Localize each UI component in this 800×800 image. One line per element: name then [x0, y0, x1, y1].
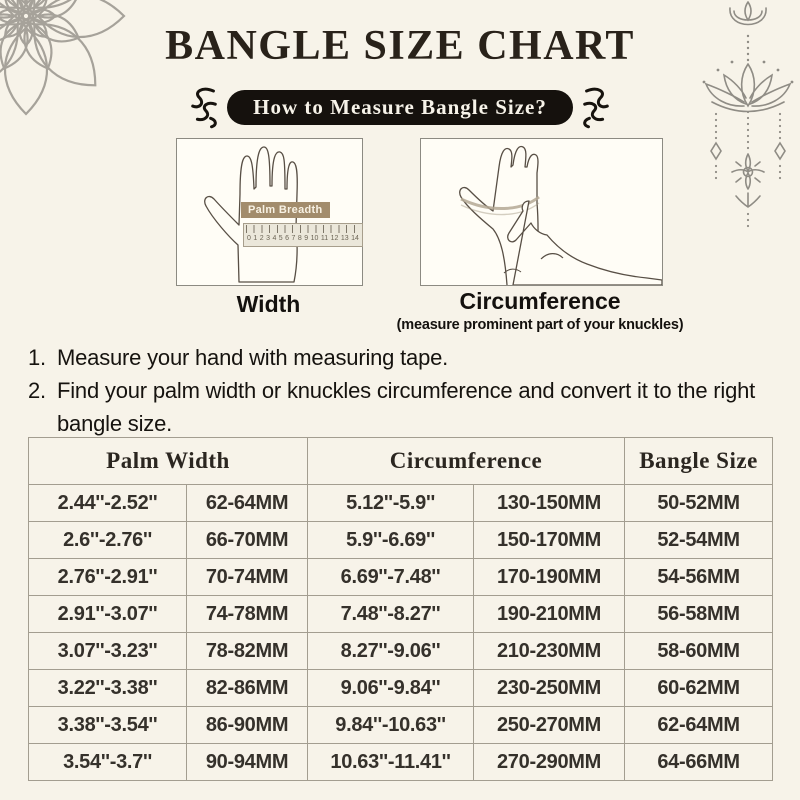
table-cell: 5.9''-6.69'' — [308, 522, 474, 559]
table-cell: 9.06''-9.84'' — [308, 670, 474, 707]
ruler-number: 2 — [259, 235, 264, 242]
size-table — [28, 437, 773, 781]
table-cell: 90-94MM — [187, 744, 308, 781]
table-cell: 70-74MM — [187, 559, 308, 596]
table-cell: 6.69''-7.48'' — [308, 559, 474, 596]
table-cell: 150-170MM — [474, 522, 625, 559]
table-cell: 8.27''-9.06'' — [308, 633, 474, 670]
circumference-caption — [375, 289, 705, 337]
instruction-item — [28, 374, 766, 440]
ruler-number: 6 — [285, 235, 290, 242]
ruler-numbers — [244, 233, 362, 244]
ruler-number: 1 — [253, 235, 258, 242]
ruler-number: 12 — [330, 235, 339, 242]
ruler-number: 4 — [272, 235, 277, 242]
table-cell: 64-66MM — [625, 744, 773, 781]
table-cell: 50-52MM — [625, 485, 773, 522]
width-illustration — [176, 138, 363, 286]
instruction-item — [28, 341, 766, 374]
table-cell: 130-150MM — [474, 485, 625, 522]
table-row — [29, 633, 773, 670]
hands-measuring-drawing — [421, 139, 662, 285]
ruler-number: 10 — [310, 235, 319, 242]
palm-breadth-tag: Palm Breadth — [241, 202, 330, 218]
ruler-number: 7 — [291, 235, 296, 242]
table-cell: 2.6''-2.76'' — [29, 522, 187, 559]
page-title: BANGLE SIZE CHART — [165, 23, 635, 69]
table-cell: 3.22''-3.38'' — [29, 670, 187, 707]
table-cell: 7.48''-8.27'' — [308, 596, 474, 633]
table-row — [29, 596, 773, 633]
instruction-text: Find your palm width or knuckles circumference and convert it to the right bangle size. — [57, 378, 756, 436]
table-cell: 78-82MM — [187, 633, 308, 670]
table-row — [29, 522, 773, 559]
ruler-number: 11 — [320, 235, 329, 242]
table-cell: 54-56MM — [625, 559, 773, 596]
table-cell: 60-62MM — [625, 670, 773, 707]
table-row — [29, 559, 773, 596]
table-row — [29, 707, 773, 744]
table-cell: 2.91''-3.07'' — [29, 596, 187, 633]
instruction-number: 1. — [28, 345, 46, 370]
circumference-caption-note: (measure prominent part of your knuckles) — [396, 317, 684, 333]
header-bangle-size: Bangle Size — [625, 438, 773, 485]
ruler-number: 0 — [247, 235, 251, 242]
table-cell: 250-270MM — [474, 707, 625, 744]
table-cell: 3.07''-3.23'' — [29, 633, 187, 670]
table-row — [29, 485, 773, 522]
how-to-measure-badge: How to Measure Bangle Size? — [227, 90, 573, 125]
header-circumference: Circumference — [308, 438, 625, 485]
instructions-list — [28, 341, 766, 440]
ruler-number: 5 — [278, 235, 283, 242]
table-cell: 82-86MM — [187, 670, 308, 707]
size-table-body — [29, 485, 773, 781]
measuring-tape-ruler — [243, 223, 363, 247]
instruction-number: 2. — [28, 378, 46, 403]
ruler-number: 8 — [297, 235, 302, 242]
table-cell: 170-190MM — [474, 559, 625, 596]
table-cell: 5.12''-5.9'' — [308, 485, 474, 522]
ruler-number: 3 — [266, 235, 270, 242]
badge-row — [0, 84, 800, 130]
table-cell: 56-58MM — [625, 596, 773, 633]
ruler-number: 9 — [304, 235, 309, 242]
ruler-ticks — [246, 225, 360, 233]
circumference-illustration — [420, 138, 663, 286]
table-cell: 62-64MM — [625, 707, 773, 744]
table-row — [29, 744, 773, 781]
table-cell: 52-54MM — [625, 522, 773, 559]
table-cell: 62-64MM — [187, 485, 308, 522]
table-cell: 3.54''-3.7'' — [29, 744, 187, 781]
size-table-header-row — [29, 438, 773, 485]
table-cell: 2.76''-2.91'' — [29, 559, 187, 596]
table-row — [29, 670, 773, 707]
table-cell: 74-78MM — [187, 596, 308, 633]
flourish-right-icon — [580, 84, 612, 130]
table-cell: 3.38''-3.54'' — [29, 707, 187, 744]
table-cell: 10.63''-11.41'' — [308, 744, 474, 781]
instruction-text: Measure your hand with measuring tape. — [57, 345, 449, 370]
ruler-number: 14 — [351, 235, 359, 242]
ruler-number: 13 — [340, 235, 349, 242]
table-cell: 9.84''-10.63'' — [308, 707, 474, 744]
header-palm-width: Palm Width — [29, 438, 308, 485]
table-cell: 230-250MM — [474, 670, 625, 707]
circumference-caption-label: Circumference — [459, 288, 621, 314]
table-cell: 190-210MM — [474, 596, 625, 633]
table-cell: 2.44''-2.52'' — [29, 485, 187, 522]
table-cell: 66-70MM — [187, 522, 308, 559]
flourish-left-icon — [188, 84, 220, 130]
table-cell: 210-230MM — [474, 633, 625, 670]
table-cell: 86-90MM — [187, 707, 308, 744]
width-caption: Width — [236, 291, 301, 317]
table-cell: 58-60MM — [625, 633, 773, 670]
table-cell: 270-290MM — [474, 744, 625, 781]
